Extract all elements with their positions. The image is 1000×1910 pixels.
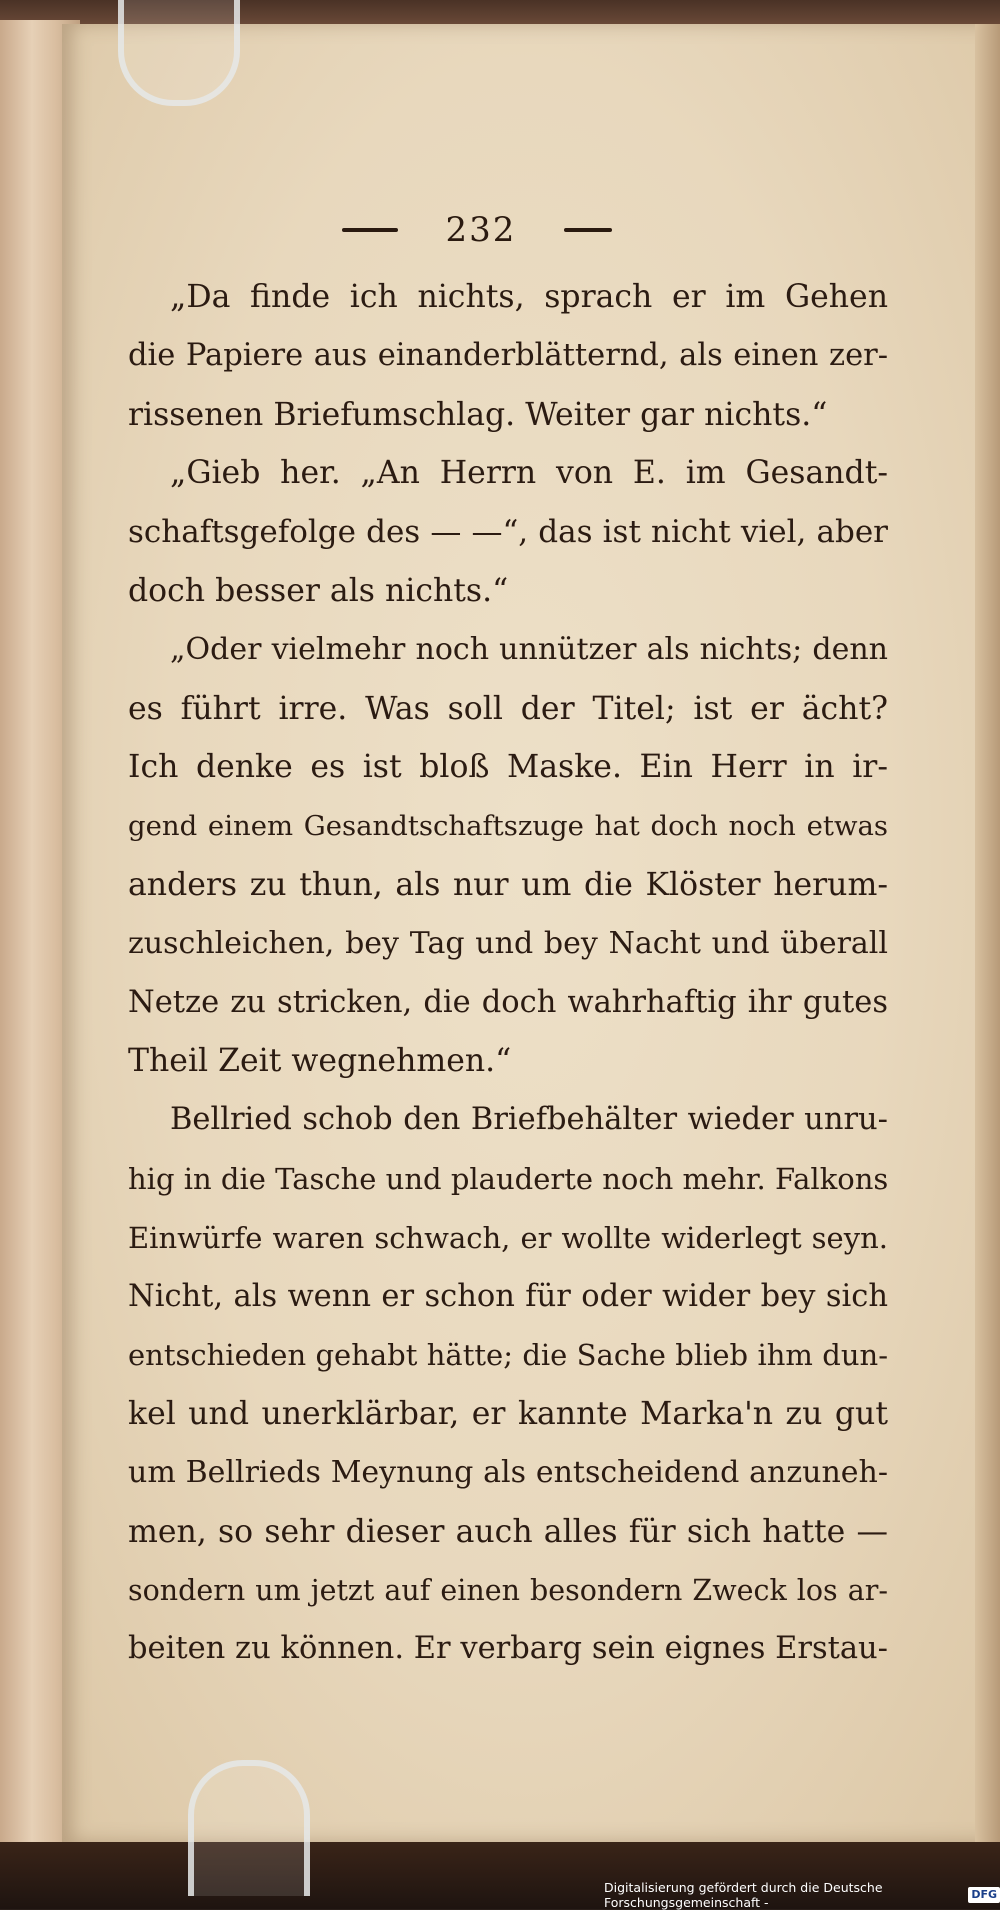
text-line: doch besser als nichts.“ (128, 572, 509, 609)
text-line: Bellried schob den Briefbehälter wieder unru- (170, 1102, 888, 1138)
text-line: rissenen Briefumschlag. Weiter gar nichts.“ (128, 396, 828, 433)
text-line: Nicht, als wenn er schon für oder wider bey sich (128, 1278, 888, 1314)
text-line: sondern um jetzt auf einen besondern Zweck los ar- (128, 1573, 888, 1607)
page-number: 232 (445, 210, 517, 250)
page-header (342, 205, 612, 255)
header-dash-right (564, 228, 612, 232)
text-line: „Gieb her. „An Herrn von E. im Gesandt- (170, 455, 888, 492)
text-line: beiten zu können. Er verbarg sein eignes Erstau- (128, 1631, 888, 1667)
credit-text: Digitalisierung gefördert durch die Deutsche Forschungsgemeinschaft - (604, 1880, 883, 1910)
text-line: es führt irre. Was soll der Titel; ist er ächt? (128, 690, 888, 727)
page-clip-top (118, 0, 240, 106)
text-line: gend einem Gesandtschaftszuge hat doch noch etwas (128, 810, 888, 843)
text-line: entschieden gehabt hätte; die Sache blieb ihm dun- (128, 1338, 888, 1373)
text-line: die Papiere aus einanderblätternd, als einen zer- (128, 337, 888, 373)
text-line: anders zu thun, als nur um die Klöster herum- (128, 866, 888, 903)
text-line: zuschleichen, bey Tag und bey Nacht und überall (128, 925, 888, 961)
text-line: „Oder vielmehr noch unnützer als nichts; denn (170, 631, 888, 667)
text-line: men, so sehr dieser auch alles für sich hatte — (128, 1513, 888, 1550)
text-line: kel und unerklärbar, er kannte Marka'n zu gut (128, 1396, 888, 1433)
header-dash-left (342, 228, 398, 232)
text-line: hig in die Tasche und plauderte noch mehr. Falkons (128, 1161, 889, 1196)
text-line: Netze zu stricken, die doch wahrhaftig ihr gutes (128, 984, 888, 1020)
dfg-logo: DFG (968, 1887, 1000, 1903)
text-line: um Bellrieds Meynung als entscheidend anzuneh- (128, 1454, 888, 1490)
text-line: Theil Zeit wegnehmen.“ (128, 1043, 512, 1080)
text-line: „Da finde ich nichts, sprach er im Gehen (170, 279, 888, 315)
text-line: schaftsgefolge des — —“, das ist nicht viel, aber (128, 514, 888, 551)
text-line: Ich denke es ist bloß Maske. Ein Herr in ir- (128, 749, 888, 786)
page-clip-bottom (188, 1760, 310, 1896)
digitization-credit (604, 1880, 1000, 1910)
text-line: Einwürfe waren schwach, er wollte widerlegt seyn. (128, 1220, 888, 1255)
page-right-edge (975, 24, 1000, 1842)
body-text (128, 268, 888, 1679)
